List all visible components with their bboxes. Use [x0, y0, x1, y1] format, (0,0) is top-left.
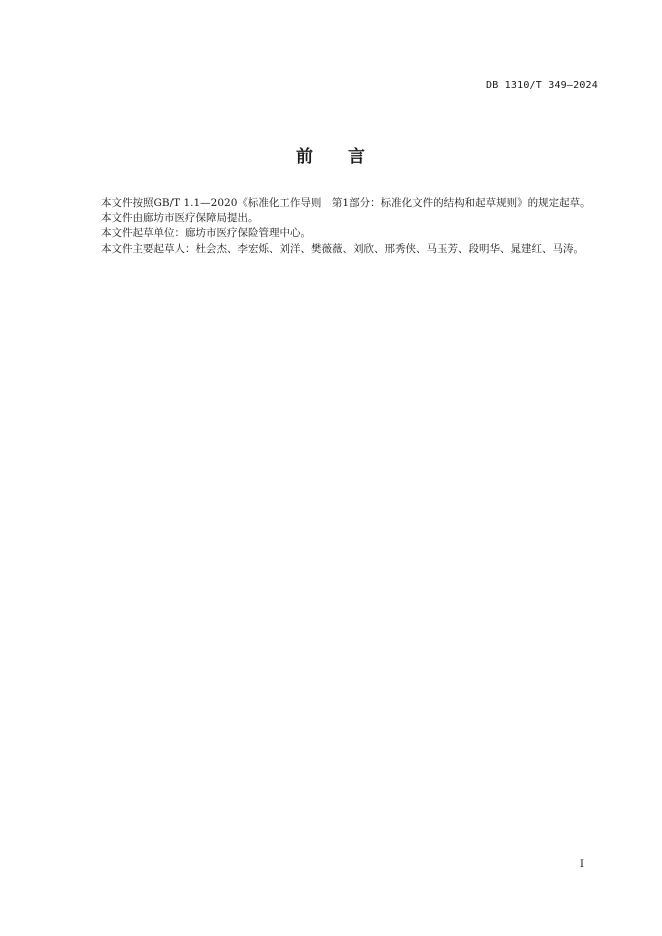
page-number: I: [580, 859, 584, 870]
paragraph-drafters: 本文件主要起草人：杜会杰、李宏烁、刘洋、樊薇薇、刘欣、邢秀侠、马玉芳、段明华、晁建红、马涛。: [101, 242, 584, 255]
section-title: [0, 142, 662, 167]
title-char-1: 前: [296, 147, 314, 167]
paragraph-proposer: 本文件由廊坊市医疗保障局提出。: [101, 212, 259, 225]
foreword-body: [80, 196, 600, 257]
document-code: DB 1310/T 349—2024: [486, 80, 598, 91]
paragraph-drafting-unit: 本文件起草单位：廊坊市医疗保险管理中心。: [101, 227, 311, 240]
paragraph-drafting-basis: 本文件按照GB/T 1.1—2020《标准化工作导则 第1部分：标准化文件的结构和起草规则》的规定起草。: [101, 197, 591, 209]
title-char-2: 言: [348, 147, 366, 167]
